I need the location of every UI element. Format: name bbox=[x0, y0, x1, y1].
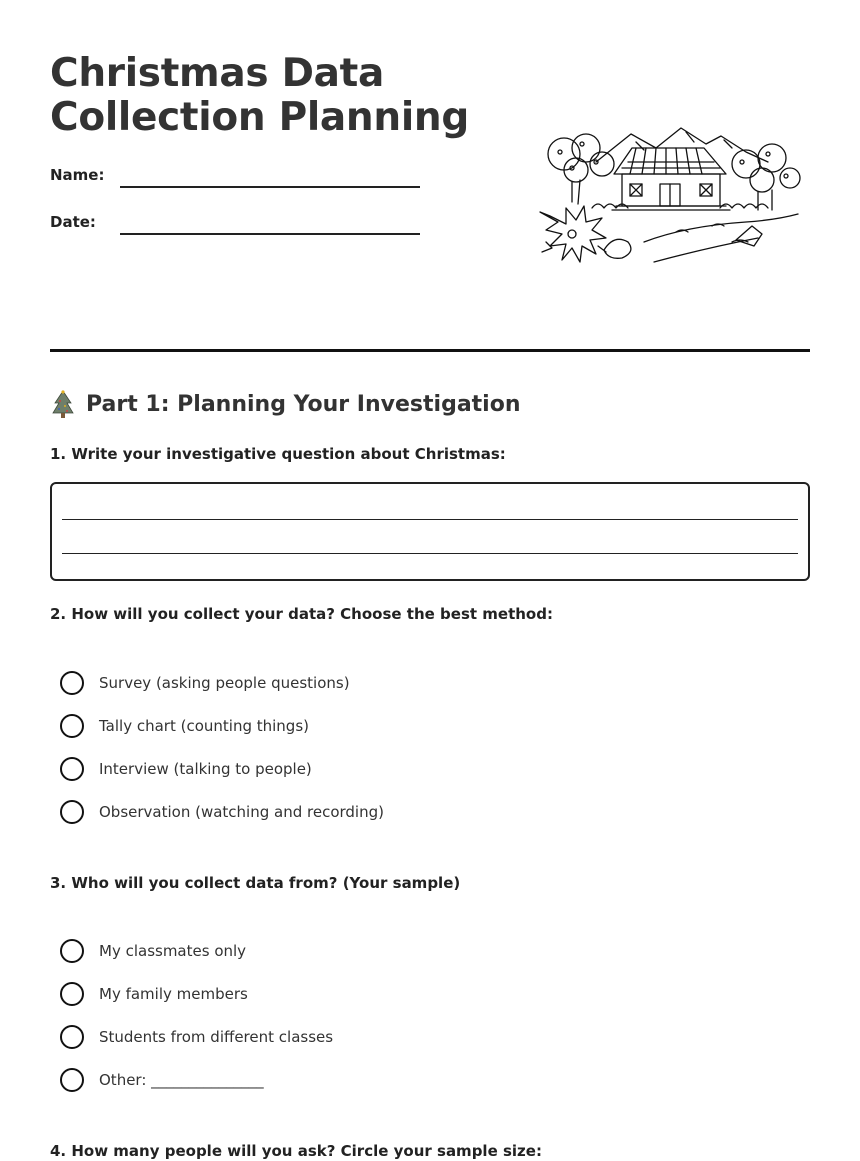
radio-circle[interactable] bbox=[60, 982, 84, 1006]
question-2: 2. How will you collect your data? Choose the best method: bbox=[50, 605, 553, 623]
name-field[interactable] bbox=[50, 166, 430, 196]
option-tally-chart[interactable] bbox=[60, 713, 309, 739]
part-1-title: Part 1: Planning Your Investigation bbox=[86, 391, 521, 417]
date-label: Date: bbox=[50, 213, 96, 231]
radio-circle[interactable] bbox=[60, 714, 84, 738]
option-family[interactable] bbox=[60, 981, 248, 1007]
question-4: 4. How many people will you ask? Circle your sample size: bbox=[50, 1142, 542, 1160]
radio-circle[interactable] bbox=[60, 800, 84, 824]
name-input-line[interactable] bbox=[120, 186, 420, 188]
option-survey[interactable] bbox=[60, 670, 350, 696]
answer-line[interactable] bbox=[62, 553, 798, 554]
question-1: 1. Write your investigative question about Christmas: bbox=[50, 445, 506, 463]
question-1-answer-box[interactable] bbox=[50, 482, 810, 581]
date-input-line[interactable] bbox=[120, 233, 420, 235]
part-1-heading bbox=[50, 388, 521, 420]
radio-circle[interactable] bbox=[60, 1025, 84, 1049]
option-label: Interview (talking to people) bbox=[99, 760, 312, 778]
worksheet-title bbox=[50, 52, 490, 140]
option-label: Other: _______________ bbox=[99, 1071, 264, 1089]
question-3: 3. Who will you collect data from? (Your sample) bbox=[50, 874, 461, 892]
option-label: Observation (watching and recording) bbox=[99, 803, 384, 821]
option-classmates[interactable] bbox=[60, 938, 246, 964]
option-interview[interactable] bbox=[60, 756, 312, 782]
radio-circle[interactable] bbox=[60, 939, 84, 963]
option-label: Survey (asking people questions) bbox=[99, 674, 350, 692]
option-label: Tally chart (counting things) bbox=[99, 717, 309, 735]
house-landscape-illustration bbox=[536, 122, 804, 278]
radio-circle[interactable] bbox=[60, 757, 84, 781]
name-label: Name: bbox=[50, 166, 105, 184]
radio-circle[interactable] bbox=[60, 1068, 84, 1092]
radio-circle[interactable] bbox=[60, 671, 84, 695]
option-label: My classmates only bbox=[99, 942, 247, 960]
date-field[interactable] bbox=[50, 213, 430, 243]
answer-line[interactable] bbox=[62, 519, 798, 520]
title-line-2: Collection Planning bbox=[50, 95, 470, 140]
title-line-1: Christmas Data bbox=[50, 51, 385, 96]
section-divider bbox=[50, 349, 810, 352]
option-observation[interactable] bbox=[60, 799, 384, 825]
option-different-classes[interactable] bbox=[60, 1024, 333, 1050]
option-other[interactable] bbox=[60, 1067, 264, 1093]
option-label: Students from different classes bbox=[99, 1028, 334, 1046]
option-label: My family members bbox=[99, 985, 248, 1003]
christmas-tree-icon bbox=[50, 389, 76, 419]
